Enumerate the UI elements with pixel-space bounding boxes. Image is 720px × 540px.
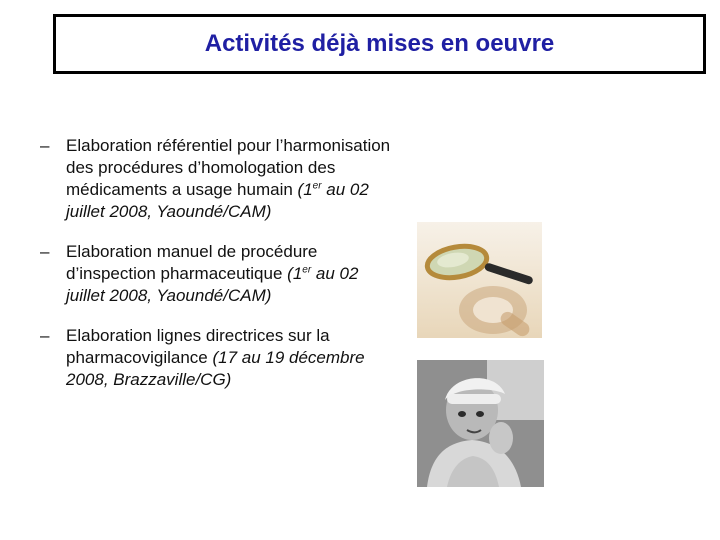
magnifying-glass-icon <box>417 222 542 338</box>
bullet-item-1 <box>40 135 400 223</box>
bullet-paren-start: (1 <box>297 180 313 199</box>
magnifying-glass-photo <box>417 222 542 338</box>
title-box <box>53 14 706 74</box>
bullet-paren-end: au 02 juillet 2008, Yaoundé/CAM) <box>66 180 369 221</box>
bullet-text: Elaboration lignes directrices sur la pharmacovigilance <box>66 326 330 367</box>
bullet-item-2 <box>40 241 400 307</box>
bullet-sup: er <box>302 264 312 276</box>
bullet-paren-end: au 02 juillet 2008, Yaoundé/CAM) <box>66 264 359 305</box>
bullet-dash: – <box>40 326 50 345</box>
bullet-list <box>40 135 400 409</box>
bullet-paren-full: (17 au 19 décembre 2008, Brazzaville/CG) <box>66 348 365 389</box>
bullet-paren-start: (1 <box>287 264 303 283</box>
bullet-text: Elaboration manuel de procédure d’inspection pharmaceutique <box>66 242 318 283</box>
child-bandaged-photo <box>417 360 544 487</box>
child-photo-icon <box>417 360 544 487</box>
bullet-item-3 <box>40 325 400 391</box>
bullet-text: Elaboration référentiel pour l’harmonisation des procédures d’homologation des médicaments a usage humain <box>66 136 391 199</box>
bullet-sup: er <box>312 180 322 192</box>
bullet-dash: – <box>40 136 50 155</box>
bullet-dash: – <box>40 242 50 261</box>
slide-title: Activités déjà mises en oeuvre <box>204 30 555 57</box>
